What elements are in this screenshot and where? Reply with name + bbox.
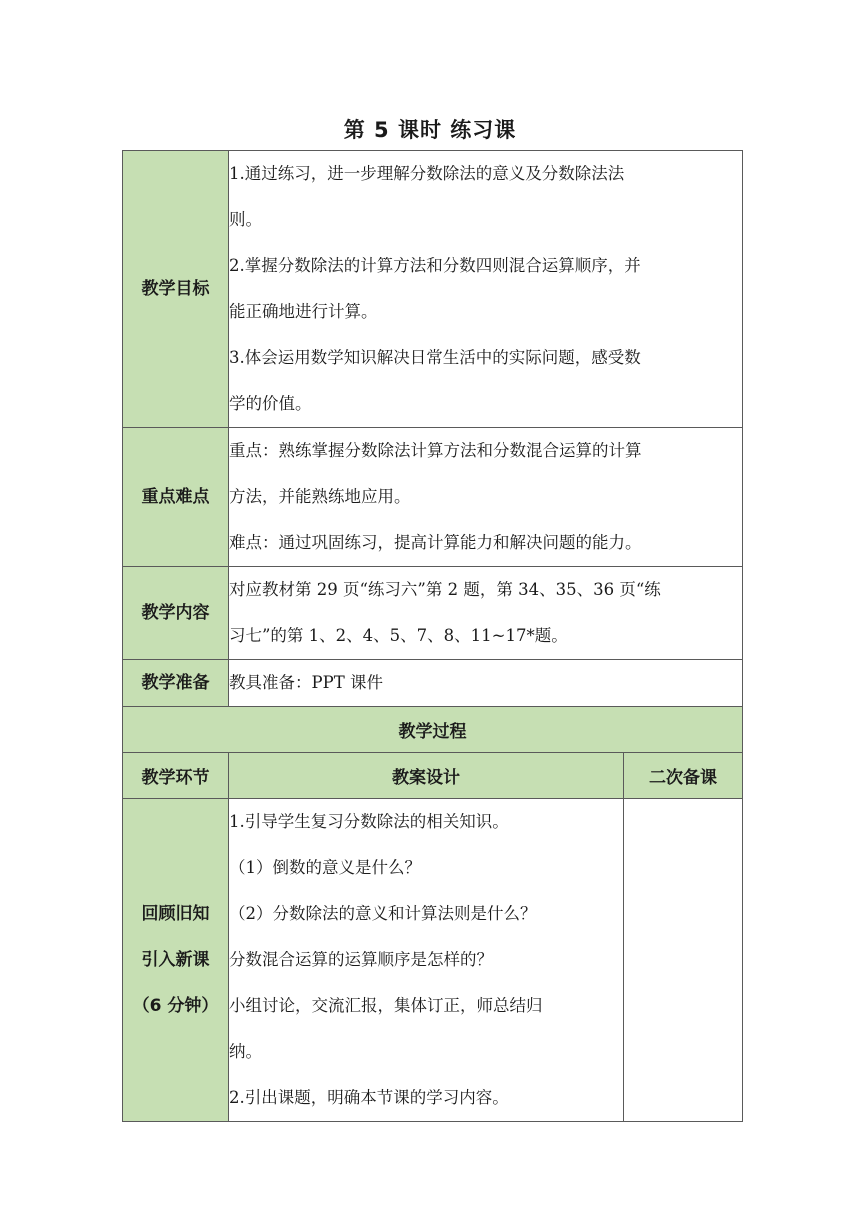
- column-header-row: [123, 753, 743, 799]
- stage-label-line: 回顾旧知: [141, 904, 210, 924]
- column-header-notes: 二次备课: [624, 753, 743, 799]
- stage-line: 分数混合运算的运算顺序是怎样的？: [229, 950, 493, 969]
- key-points-line: 难点：通过巩固练习，提高计算能力和解决问题的能力。: [229, 533, 642, 552]
- stage-line: 小组讨论，交流汇报，集体订正，师总结归: [229, 996, 543, 1015]
- objectives-line: 能正确地进行计算。: [229, 302, 378, 321]
- lesson-plan-table: [122, 150, 743, 1122]
- objectives-line: 学的价值。: [229, 394, 312, 413]
- stage-label-line: （6 分钟）: [132, 996, 219, 1016]
- page-title: 第 5 课时 练习课: [343, 118, 517, 142]
- objectives-row: [123, 151, 743, 428]
- stage-line: （2）分数除法的意义和计算法则是什么？: [229, 904, 537, 923]
- content-line: 习七”的第 1、2、4、5、7、8、11~17*题。: [229, 626, 568, 645]
- key-points-content: [229, 428, 743, 567]
- process-header-row: [123, 707, 743, 753]
- stage-label: [123, 799, 229, 1122]
- objectives-line: 则。: [229, 210, 262, 229]
- content-label: 教学内容: [123, 567, 229, 660]
- stage-label-line: 引入新课: [141, 950, 210, 970]
- stage-line: （1）倒数的意义是什么？: [229, 858, 421, 877]
- objectives-line: 3.体会运用数学知识解决日常生活中的实际问题，感受数: [229, 348, 641, 367]
- objectives-label: 教学目标: [123, 151, 229, 428]
- key-points-line: 方法，并能熟练地应用。: [229, 487, 411, 506]
- key-points-row: [123, 428, 743, 567]
- stage-line: 1.引导学生复习分数除法的相关知识。: [229, 812, 509, 831]
- content-line: 对应教材第 29 页“练习六”第 2 题，第 34、35、36 页“练: [229, 580, 661, 599]
- process-header: 教学过程: [123, 707, 743, 753]
- preparation-label: 教学准备: [123, 660, 229, 707]
- preparation-row: [123, 660, 743, 707]
- key-points-line: 重点：熟练掌握分数除法计算方法和分数混合运算的计算: [229, 441, 642, 460]
- stage-row: [123, 799, 743, 1122]
- content-content: [229, 567, 743, 660]
- objectives-line: 1.通过练习，进一步理解分数除法的意义及分数除法法: [229, 164, 625, 183]
- key-points-label: 重点难点: [123, 428, 229, 567]
- content-row: [123, 567, 743, 660]
- column-header-design: 教案设计: [229, 753, 624, 799]
- stage-notes-content: [624, 799, 743, 1122]
- column-header-stage: 教学环节: [123, 753, 229, 799]
- stage-design-content: [229, 799, 624, 1122]
- stage-line: 纳。: [229, 1042, 262, 1061]
- objectives-content: [229, 151, 743, 428]
- preparation-content: 教具准备：PPT 课件: [229, 660, 743, 707]
- stage-line: 2.引出课题，明确本节课的学习内容。: [229, 1088, 509, 1107]
- objectives-line: 2.掌握分数除法的计算方法和分数四则混合运算顺序，并: [229, 256, 641, 275]
